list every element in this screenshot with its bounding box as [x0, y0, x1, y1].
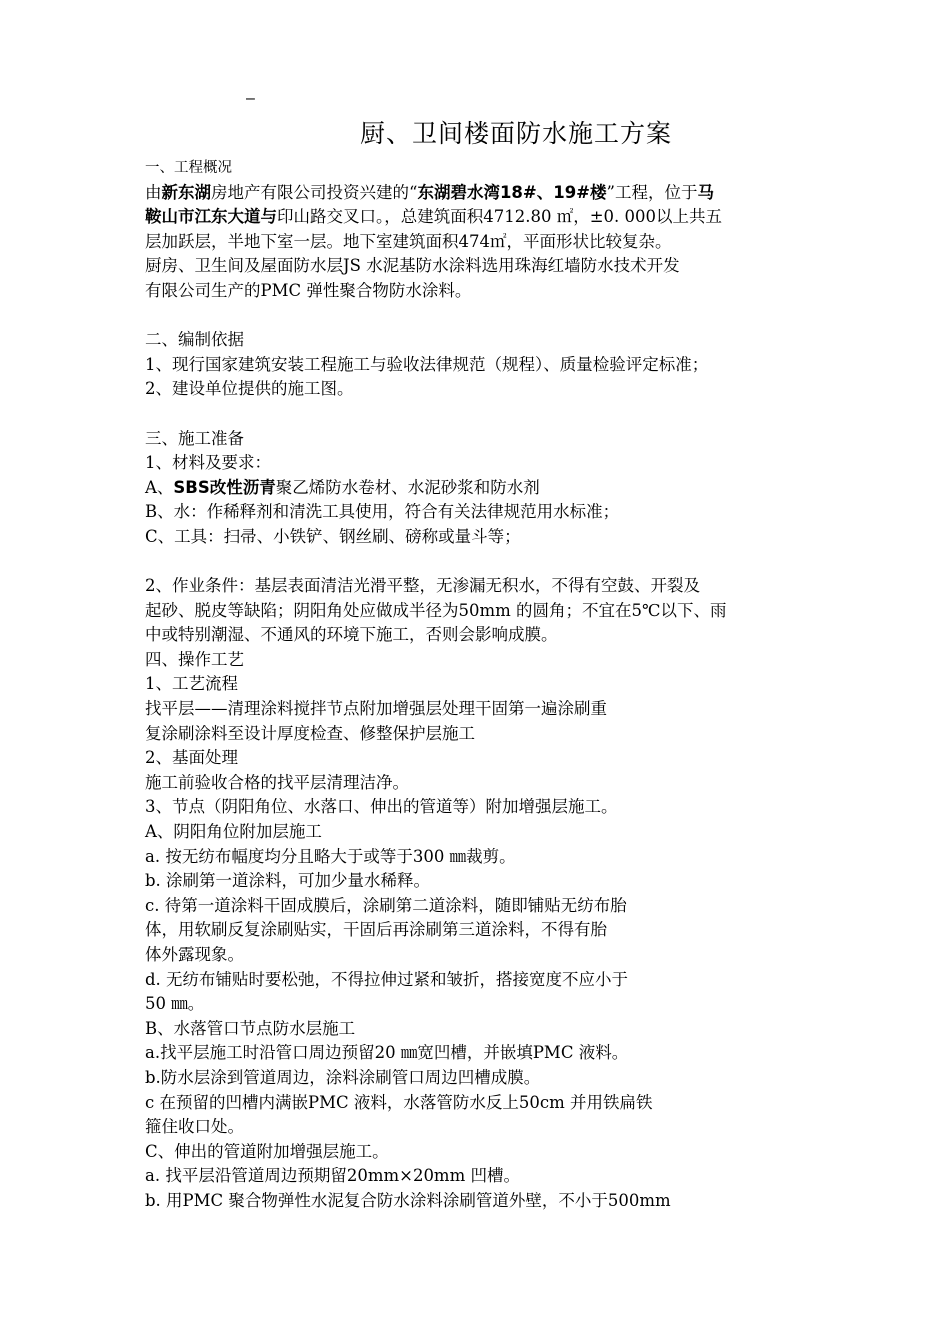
list-item: 1、材料及要求：	[145, 453, 271, 473]
paragraph-line: 厨房、卫生间及屋面防水层JS 水泥基防水涂料选用珠海红墙防水技术开发	[145, 256, 680, 276]
paragraph-line: 复涂刷涂料至设计厚度检查、修整保护层施工	[145, 723, 475, 743]
text-run: 聚乙烯防水卷材、水泥砂浆和防水剂	[275, 477, 540, 497]
list-item: c 在预留的凹槽内满嵌PMC 液料，水落管防水反上50cm 并用铁扁铁	[145, 1092, 653, 1112]
project-name: 东湖碧水湾18#、19#楼	[417, 182, 607, 202]
text-run: ”工程，位于	[606, 182, 698, 202]
text-run: 房地产有限公司投资兴建的“	[211, 182, 418, 202]
paragraph-line: 中或特别潮湿、不通风的环境下施工，否则会影响成膜。	[145, 625, 558, 645]
section-2-heading: 二、编制依据	[145, 330, 244, 350]
sub-heading: C、伸出的管道附加增强层施工。	[145, 1141, 389, 1161]
text-run: 由	[145, 182, 162, 202]
list-item: b. 用PMC 聚合物弹性水泥复合防水涂料涂刷管道外壁，不小于500mm	[145, 1190, 671, 1210]
list-item: b.防水层涂到管道周边，涂料涂刷管口周边凹槽成膜。	[145, 1067, 541, 1087]
sub-heading: A、阴阳角位附加层施工	[145, 822, 322, 842]
text-run: 印山路交叉口。，总建筑面积4712.80 ㎡，±0. 000以上共五	[277, 207, 723, 227]
header-dash: –	[246, 90, 255, 107]
list-item: 2、基面处理	[145, 748, 238, 768]
list-item: B、水：作稀释剂和清洗工具使用，符合有关法律规范用水标准；	[145, 502, 620, 522]
paragraph-line: 施工前验收合格的找平层清理洁净。	[145, 772, 409, 792]
list-item: d. 无纺布铺贴时要松弛，不得拉伸过紧和皱折，搭接宽度不应小于	[145, 969, 629, 989]
paragraph-line: 箍住收口处。	[145, 1117, 244, 1137]
document-title: 厨、卫间楼面防水施工方案	[360, 119, 673, 148]
list-item: a. 找平层沿管道周边预期留20mm×20mm 凹槽。	[145, 1166, 520, 1186]
paragraph-line: 体外露现象。	[145, 945, 244, 964]
list-item: a. 按无纺布幅度均分且略大于或等于300 ㎜裁剪。	[145, 846, 516, 866]
document-body	[145, 156, 825, 1214]
list-item	[145, 476, 825, 501]
paragraph-line: 起砂、脱皮等缺陷；阴阳角处应做成半径为50mm 的圆角；不宜在5℃以下、雨	[145, 600, 727, 620]
paragraph-line: 有限公司生产的PMC 弹性聚合物防水涂料。	[145, 280, 472, 300]
paragraph-line	[145, 205, 825, 230]
paragraph-line: 体，用软刷反复涂刷贴实，干固后再涂刷第三道涂料，不得有胎	[145, 920, 607, 940]
list-item: 1、现行国家建筑安装工程施工与验收法律规范（规程）、质量检验评定标准；	[145, 354, 709, 374]
material-name: SBS改性沥青	[173, 477, 276, 497]
location-name: 鞍山市江东大道与	[145, 207, 277, 227]
blank-line	[145, 402, 825, 427]
list-item: b. 涂刷第一道涂料，可加少量水稀释。	[145, 871, 431, 891]
paragraph-line	[145, 181, 825, 206]
paragraph-line: 50 ㎜。	[145, 994, 205, 1014]
location-start: 马	[697, 182, 714, 202]
developer-name: 新东湖	[161, 182, 211, 202]
list-item: 3、节点（阴阳角位、水落口、伸出的管道等）附加增强层施工。	[145, 797, 618, 817]
list-item: 2、建设单位提供的施工图。	[145, 379, 354, 399]
paragraph-line: 2、作业条件：基层表面清洁光滑平整，无渗漏无积水，不得有空鼓、开裂及	[145, 576, 700, 596]
list-item: 1、工艺流程	[145, 674, 238, 694]
section-1-heading: 一、工程概况	[145, 160, 232, 176]
section-3-heading: 三、施工准备	[145, 428, 244, 448]
blank-line	[145, 304, 825, 329]
paragraph-line: 层加跃层，半地下室一层。地下室建筑面积474㎡，平面形状比较复杂。	[145, 231, 672, 251]
text-run: A、	[145, 477, 174, 497]
section-4-heading: 四、操作工艺	[145, 649, 244, 669]
list-item: c. 待第一道涂料干固成膜后，涂刷第二道涂料，随即铺贴无纺布胎	[145, 895, 627, 915]
sub-heading: B、水落管口节点防水层施工	[145, 1018, 356, 1038]
list-item: C、工具：扫帚、小铁铲、钢丝刷、磅称或量斗等；	[145, 526, 521, 546]
list-item: a.找平层施工时沿管口周边预留20 ㎜宽凹槽，并嵌填PMC 液料。	[145, 1043, 629, 1063]
blank-line	[145, 550, 825, 575]
paragraph-line: 找平层——清理涂料搅拌节点附加增强层处理干固第一遍涂刷重	[145, 699, 607, 719]
